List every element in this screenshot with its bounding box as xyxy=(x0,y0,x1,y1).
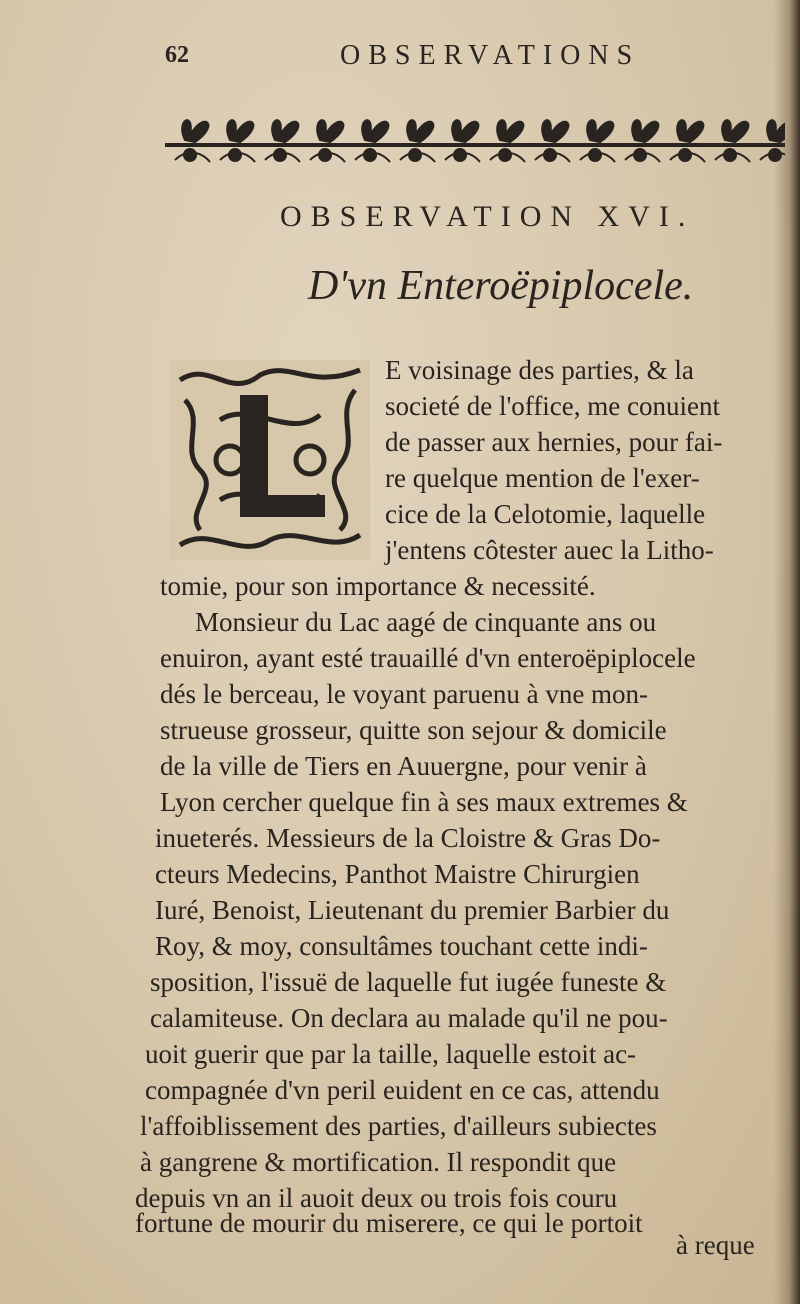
text-line: strueuse grosseur, quitte son sejour & domicile xyxy=(160,715,667,745)
text-line: de la ville de Tiers en Auuergne, pour venir à xyxy=(160,751,647,781)
text-line: de passer aux hernies, pour fai- xyxy=(385,427,723,457)
text-line: re quelque mention de l'exer- xyxy=(385,463,700,493)
text-line: j'entens côtester auec la Litho- xyxy=(385,535,714,565)
text-line: dés le berceau, le voyant paruenu à vne mon- xyxy=(160,679,649,709)
text-line: l'affoiblissement des parties, d'ailleurs subiectes xyxy=(140,1111,657,1141)
text-line: Iuré, Benoist, Lieutenant du premier Barbier du xyxy=(155,895,670,925)
text-line: Monsieur du Lac aagé de cinquante ans ou xyxy=(195,607,657,637)
text-line: cice de la Celotomie, laquelle xyxy=(385,499,706,529)
text-line: compagnée d'vn peril euident en ce cas, attendu xyxy=(145,1075,660,1105)
text-line: enuiron, ayant esté trauaillé d'vn enteroëpiplocele xyxy=(160,643,696,673)
text-line: uoit guerir que par la taille, laquelle estoit ac- xyxy=(145,1039,637,1069)
text-line: sposition, l'issuë de laquelle fut iugée funeste & xyxy=(150,967,667,997)
observation-subtitle: D'vn Enteroëpiplocele. xyxy=(308,263,694,309)
text-line: cteurs Medecins, Panthot Maistre Chirurgien xyxy=(155,859,640,889)
text-line: E voisinage des parties, & la xyxy=(385,355,694,385)
text-line: depuis vn an il auoit deux ou trois fois couru xyxy=(135,1183,618,1213)
page-number: 62 xyxy=(165,42,189,68)
text-line: calamiteuse. On declara au malade qu'il ne pou- xyxy=(150,1003,668,1033)
observation-heading: OBSERVATION XVI. xyxy=(280,200,695,233)
catchword: à reque xyxy=(676,1230,755,1260)
text-line: inueterés. Messieurs de la Cloistre & Gras Do- xyxy=(155,823,661,853)
text-line: fortune de mourir du miserere, ce qui le portoit xyxy=(135,1208,643,1238)
running-title: OBSERVATIONS xyxy=(340,40,641,71)
text-line: tomie, pour son importance & necessité. xyxy=(160,571,596,601)
text-line: societé de l'office, me conuient xyxy=(385,391,720,421)
text-line: à gangrene & mortification. Il respondit que xyxy=(140,1147,617,1177)
text-line: Roy, & moy, consultâmes touchant cette indi- xyxy=(155,931,648,961)
text-line: Lyon cercher quelque fin à ses maux extremes & xyxy=(160,787,688,817)
